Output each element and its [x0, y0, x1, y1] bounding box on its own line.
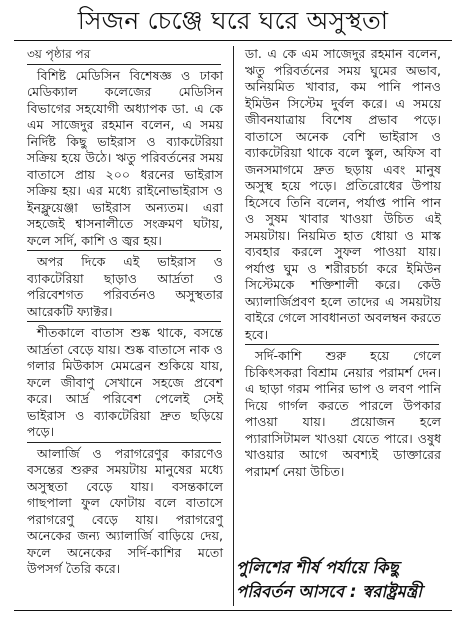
column-divider	[233, 46, 234, 606]
left-column	[27, 46, 223, 578]
bottom-rule	[14, 610, 452, 611]
left-paragraph-3: শীতকালে বাতাস শুষ্ক থাকে, বসন্তে আর্দ্রতা বেড়ে যায়। শুষ্ক বাতাসে নাক ও গলার মিউকাস মেমব্রেন শুকিয়ে যায়, ফলে জীবাণু সেখানে সহজে প্রবেশ করে। আর্দ্র পরিবেশ পেলেই সেই ভাইরাস ও ব্যাকটেরিয়া দ্রুত ছড়িয়ে পড়ে।	[27, 325, 223, 439]
left-paragraph-4: আলার্জি ও পরাগরেণুর কারণেও বসন্তের শুরুর সময়টায় মানুষের মধ্যে অসুস্থতা বেড়ে যায়। বসন্তকালে গাছপালা ফুল ফোটায় বলে বাতাসে পরাগরেণু বেড়ে যায়। পরাগরেণু অনেকের জন্য অ্যালার্জি বাড়িয়ে দেয়, ফলে অনেকের সর্দি-কাশির মতো উপসর্গ তৈরি করে।	[27, 445, 223, 576]
left-column-rule-1	[27, 250, 221, 251]
right-column	[245, 46, 441, 480]
right-paragraph-2: সর্দি-কাশি শুরু হয়ে গেলে চিকিৎসকরা বিশ্রাম নেয়ার পরামর্শ দেন। এ ছাড়া গরম পানির ভাপ ও লবণ পানি দিয়ে গার্গল করতে পারলে উপকার পাওয়া যায়। প্রয়োজন হলে প্যারাসিটামল খাওয়া যেতে পারে। ওষুধ খাওয়ার আগে অবশ্যই ডাক্তারের পরামর্শ নেয়া উচিত।	[245, 348, 441, 479]
right-column-rule-1	[245, 344, 439, 345]
headline-rule	[14, 40, 452, 41]
headline: সিজন চেঞ্জে ঘরে ঘরে অসুস্থতা	[77, 6, 389, 35]
continuation-label: ৩য় পৃষ্ঠার পর	[27, 47, 91, 61]
left-column-rule-2	[27, 321, 221, 322]
left-paragraph-1: বিশিষ্ট মেডিসিন বিশেষজ্ঞ ও ঢাকা মেডিক্যাল কলেজের মেডিসিন বিভাগের সহযোগী অধ্যাপক ডা. এ কে এম সাজেদুর রহমান বলেন, এ সময় নির্দিষ্ট কিছু ভাইরাস ও ব্যাকটেরিয়া সক্রিয় হয়ে উঠে। ঋতু পরিবর্তনের সময় বাতাসে প্রায় ২০০ ধরনের ভাইরাস সক্রিয় হয়। এর মধ্যে রাইনোভাইরাস ও ইনফ্লুয়েঞ্জা ভাইরাস অন্যতম। এরা সহজেই শ্বাসনালীতে সংক্রমণ ঘটায়, ফলে সর্দি, কাশি ও জ্বর হয়।	[27, 67, 223, 248]
related-headline-line-1: পুলিশের শীর্ষ পর্যায়ে কিছু	[236, 558, 399, 577]
left-paragraph-2: অপর দিকে এই ভাইরাস ও ব্যাকটেরিয়া ছাড়াও আর্দ্রতা ও পরিবেশগত পরিবর্তনও অসুস্থতার আরেকটি ফ্যাক্টর।	[27, 254, 223, 319]
left-column-rule-3	[27, 442, 221, 443]
left-column-top-rule	[27, 64, 221, 65]
related-headline	[236, 556, 458, 604]
related-headline-line-2: পরিবর্তন আসবে : স্বরাষ্ট্রমন্ত্রী	[236, 582, 422, 601]
right-paragraph-1: ডা. এ কে এম সাজেদুর রহমান বলেন, ঋতু পরিবর্তনের সময় ঘুমের অভাব, অনিয়মিত খাবার, কম পানি পানও ইমিউন সিস্টেম দুর্বল করে। এ সময়ে জীবনযাত্রায় বিশেষ প্রভাব পড়ে। বাতাসে অনেক বেশি ভাইরাস ও ব্যাকটেরিয়া থাকে বলে স্কুল, অফিস বা জনসমাগমে দ্রুত ছড়ায় এবং মানুষ অসুস্থ হয়ে পড়ে। প্রতিরোধের উপায় হিসেবে তিনি বলেন, পর্যাপ্ত পানি পান ও সুষম খাবার খাওয়া উচিত এই সময়টায়। নিয়মিত হাত ধোয়া ও মাস্ক ব্যবহার করলে সুফল পাওয়া যায়। পর্যাপ্ত ঘুম ও শরীরচর্চা করে ইমিউন সিস্টেমকে শক্তিশালী করে। কেউ অ্যালার্জিপ্রবণ হলে তাদের এ সময়টায় বাইরে গেলে সাবধানতা অবলম্বন করতে হবে।	[245, 46, 441, 342]
